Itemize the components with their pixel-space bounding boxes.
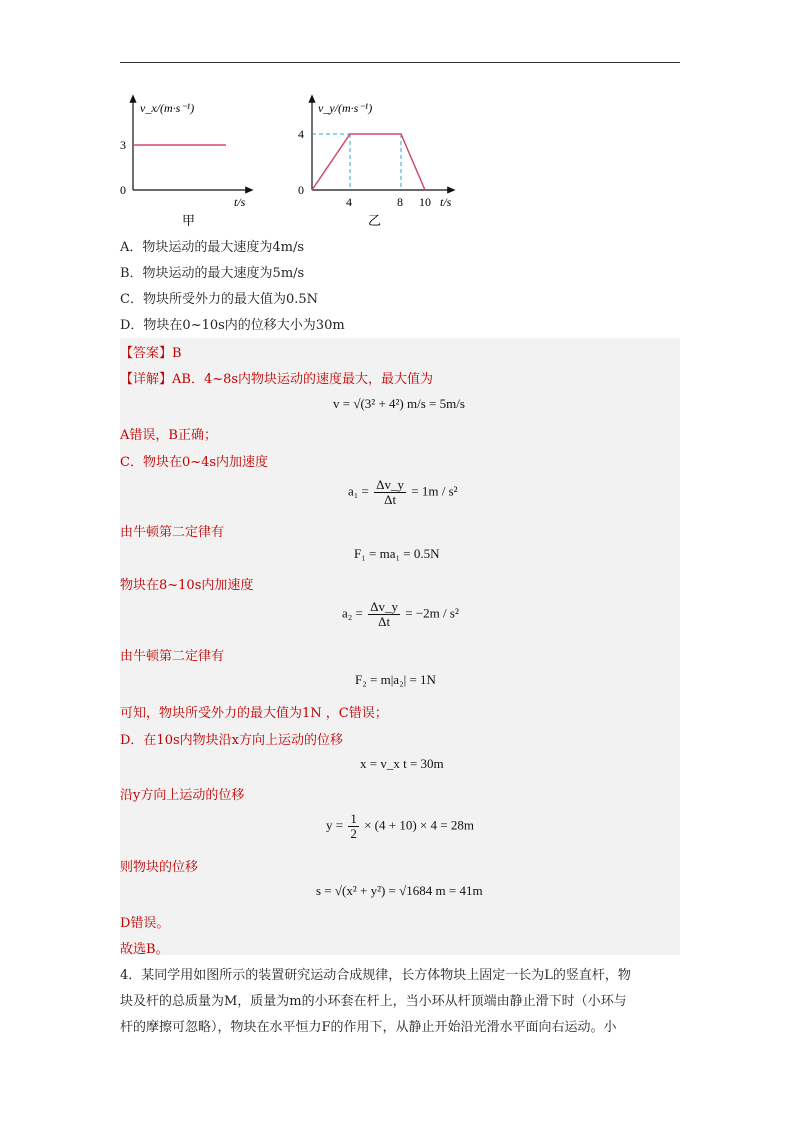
line-d: D．在10s内物块沿x方向上运动的位移	[120, 733, 343, 748]
eq-y: y = $\frac{1}{2}$ × (4 + 10) × 4 = 28m	[326, 811, 474, 841]
option-c: C．物块所受外力的最大值为0.5N	[120, 292, 318, 307]
line-s: 则物块的位移	[120, 860, 199, 875]
q4-line2: 块及杆的总质量为M，质量为m的小环套在杆上，当小环从杆顶端由静止滑下时（小环与	[120, 994, 627, 1009]
eq-a2: a₂ = $\frac{\Delta v\_y}{\Delta t}$ = −2m / s²	[342, 599, 459, 629]
right-xlabel: t/s	[440, 195, 452, 209]
line-newton2: 由牛顿第二定律有	[120, 649, 225, 664]
velocity-graphs	[110, 88, 470, 238]
right-xtick-10: 10	[419, 195, 431, 209]
right-caption: 乙	[368, 214, 382, 229]
eq-a1: a₁ = $\frac{\Delta v\_y}{\Delta t}$ = 1m / s²	[348, 477, 458, 507]
right-ytick-4: 4	[298, 127, 304, 141]
q4-line1: 4．某同学用如图所示的装置研究运动合成规律，长方体物块上固定一长为L的竖直杆，物	[120, 968, 631, 983]
left-ylabel: v_x/(m·s⁻¹)	[140, 101, 195, 115]
eq-f2: F₂ = m|a₂| = 1N	[355, 672, 436, 687]
left-caption: 甲	[182, 214, 196, 229]
eq-s: s = √(x² + y²) = √1684 m = 41m	[316, 883, 483, 898]
line-c: C．物块在0~4s内加速度	[120, 455, 269, 470]
line-d-wrong: D错误。	[120, 916, 170, 931]
left-xlabel: t/s	[234, 195, 246, 209]
line-newton1: 由牛顿第二定律有	[120, 525, 225, 540]
line-choose: 故选B。	[120, 942, 169, 957]
right-xtick-4: 4	[346, 195, 352, 209]
eq-x: x = v_x t = 30m	[360, 756, 444, 771]
header-rule	[120, 62, 680, 63]
right-origin: 0	[298, 183, 304, 197]
detail-head: 【详解】AB．4~8s内物块运动的速度最大，最大值为	[120, 372, 434, 387]
left-ytick-3: 3	[120, 138, 126, 152]
left-origin: 0	[120, 183, 126, 197]
option-d: D．物块在0~10s内的位移大小为30m	[120, 318, 345, 333]
line-c2: 物块在8~10s内加速度	[120, 578, 254, 593]
line-ab: A错误，B正确；	[120, 428, 217, 443]
q4-line3: 杆的摩擦可忽略），物块在水平恒力F的作用下，从静止开始沿光滑水平面向右运动。小	[120, 1020, 617, 1035]
eq-v: v = √(3² + 4²) m/s = 5m/s	[333, 396, 465, 411]
line-c-conclusion: 可知，物块所受外力的最大值为1N ，C错误；	[120, 706, 388, 721]
right-xtick-8: 8	[397, 195, 403, 209]
answer-label: 【答案】B	[120, 346, 182, 361]
option-b: B．物块运动的最大速度为5m/s	[120, 266, 305, 281]
eq-f1: F₁ = ma₁ = 0.5N	[354, 546, 440, 561]
line-y: 沿y方向上运动的位移	[120, 788, 245, 803]
graph-jia	[120, 98, 250, 229]
option-a: A．物块运动的最大速度为4m/s	[120, 240, 305, 255]
right-ylabel: v_y/(m·s⁻¹)	[318, 101, 373, 115]
graph-yi	[298, 98, 452, 229]
vy-line	[312, 134, 425, 190]
question4-text	[120, 963, 685, 1041]
